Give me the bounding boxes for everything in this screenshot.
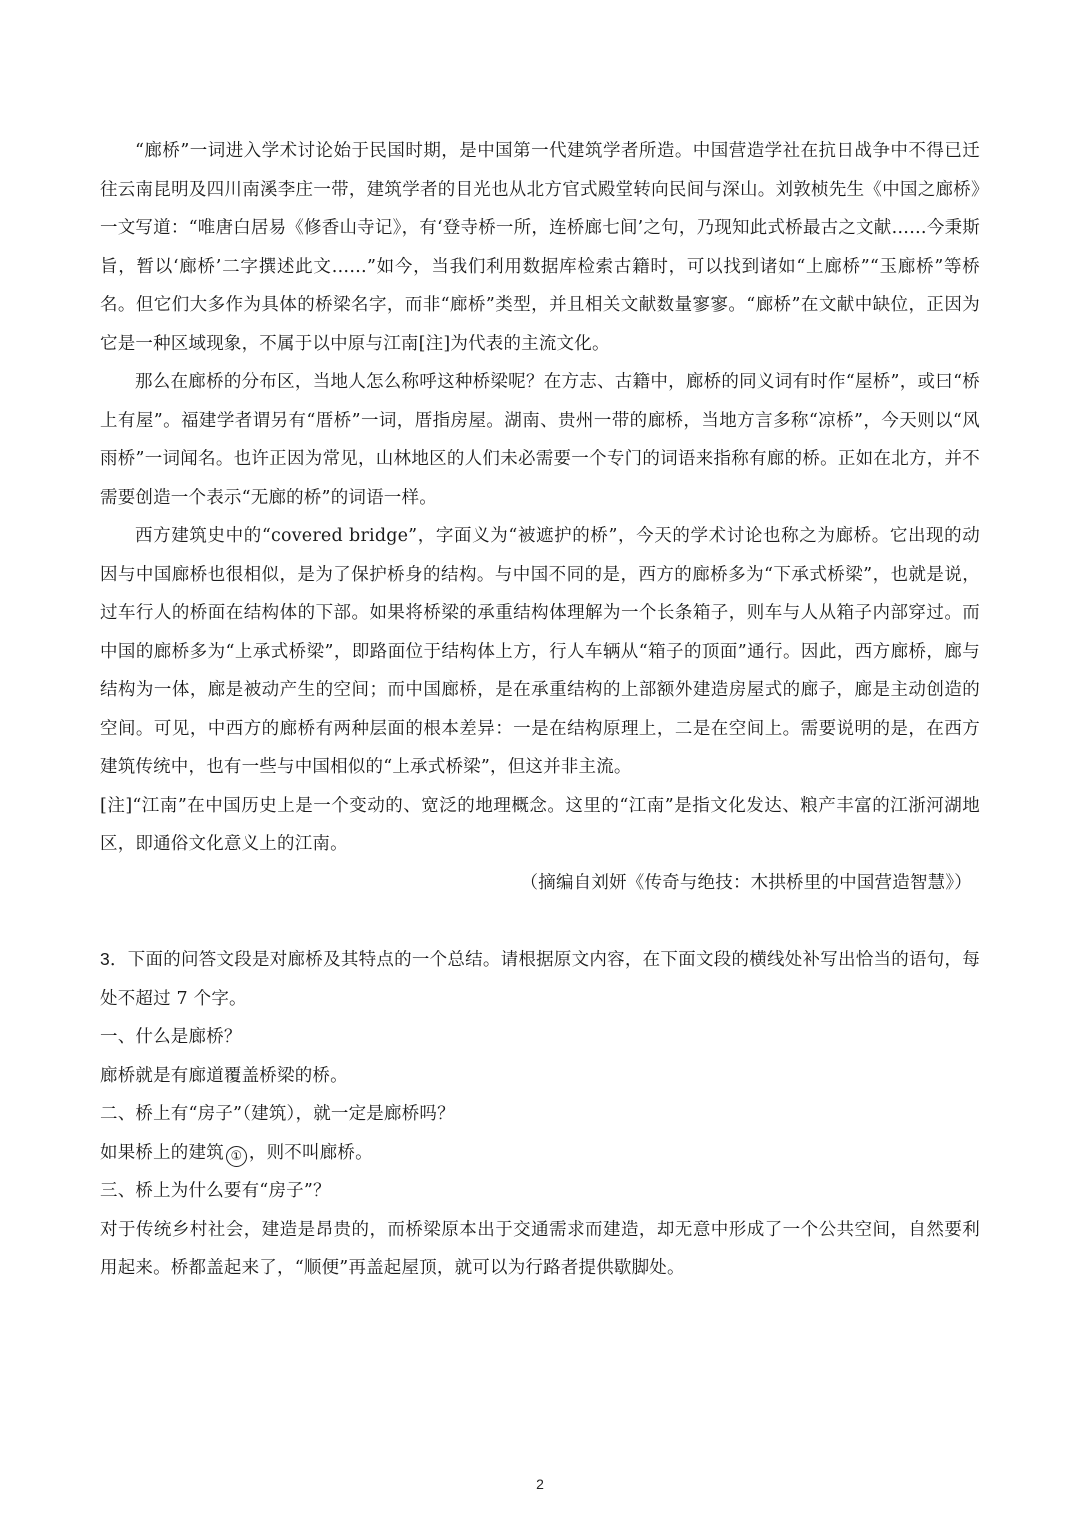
footnote: [注]“江南”在中国历史上是一个变动的、宽泛的地理概念。这里的“江南”是指文化发达、粮产丰富的江浙河湖地区，即通俗文化意义上的江南。	[100, 795, 980, 854]
blank-marker-1: ①	[226, 1146, 247, 1167]
question-prompt	[100, 940, 980, 1018]
answer-3: 对于传统乡村社会，建造是昂贵的，而桥梁原本出于交通需求而建造，却无意中形成了一个公共空间，自然要利用起来。桥都盖起来了，“顺便”再盖起屋顶，就可以为行路者提供歇脚处。	[100, 1219, 980, 1278]
sub-question-3: 三、桥上为什么要有“房子”？	[100, 1181, 331, 1201]
answer-blank-1[interactable]	[224, 1134, 249, 1173]
article-paragraph-2: 那么在廊桥的分布区，当地人怎么称呼这种桥梁呢？在方志、古籍中，廊桥的同义词有时作“屋桥”，或曰“桥上有屋”。福建学者谓另有“厝桥”一词，厝指房屋。湖南、贵州一带的廊桥，当地方言多称“凉桥”，今天则以“风雨桥”一词闻名。也许正因为常见，山林地区的人们未必需要一个专门的词语来指称有廊的桥。正如在北方，并不需要创造一个表示“无廊的桥”的词语一样。	[100, 372, 980, 508]
document-page	[100, 132, 980, 1288]
article-paragraph-1: “廊桥”一词进入学术讨论始于民国时期，是中国第一代建筑学者所造。中国营造学社在抗日战争中不得已迁往云南昆明及四川南溪李庄一带，建筑学者的目光也从北方官式殿堂转向民间与深山。刘敦桢先生《中国之廊桥》一文写道：“唯唐白居易《修香山寺记》，有‘登寺桥一所，连桥廊七间’之句，乃现知此式桥最古之文献……今秉斯旨，暂以‘廊桥’二字撰述此文……”如今，当我们利用数据库检索古籍时，可以找到诸如“上廊桥”“玉廊桥”等桥名。但它们大多作为具体的桥梁名字，而非“廊桥”类型，并且相关文献数量寥寥。“廊桥”在文献中缺位，正因为它是一种区域现象，不属于以中原与江南[注]为代表的主流文化。	[100, 141, 980, 354]
question-3	[100, 940, 980, 1288]
sub-question-2: 二、桥上有“房子”（建筑），就一定是廊桥吗？	[100, 1104, 455, 1124]
answer-2-after: ，则不叫廊桥。	[248, 1142, 373, 1163]
article-source: （摘编自刘妍《传奇与绝技：木拱桥里的中国营造智慧》）	[520, 872, 972, 893]
answer-1: 廊桥就是有廊道覆盖桥梁的桥。	[100, 1065, 348, 1086]
sub-question-1: 一、什么是廊桥？	[100, 1027, 242, 1047]
article-paragraph-3: 西方建筑史中的“covered bridge”，字面义为“被遮护的桥”，今天的学术讨论也称之为廊桥。它出现的动因与中国廊桥也很相似，是为了保护桥身的结构。与中国不同的是，西方的廊桥多为“下承式桥梁”，也就是说，过车行人的桥面在结构体的下部。如果将桥梁的承重结构体理解为一个长条箱子，则车与人从箱子内部穿过。而中国的廊桥多为“上承式桥梁”，即路面位于结构体上方，行人车辆从“箱子的顶面”通行。因此，西方廊桥，廊与结构为一体，廊是被动产生的空间；而中国廊桥，是在承重结构的上部额外建造房屋式的廊子，廊是主动创造的空间。可见，中西方的廊桥有两种层面的根本差异：一是在结构原理上，二是在空间上。需要说明的是，在西方建筑传统中，也有一些与中国相似的“上承式桥梁”，但这并非主流。	[100, 526, 980, 777]
answer-2-before: 如果桥上的建筑	[100, 1142, 224, 1163]
page-number: 2	[536, 1476, 544, 1492]
answer-2	[100, 1134, 980, 1173]
question-number: 3．	[100, 949, 128, 969]
question-prompt-text: 下面的问答文段是对廊桥及其特点的一个总结。请根据原文内容，在下面文段的横线处补写出恰当的语句，每处不超过 7 个字。	[100, 950, 980, 1009]
